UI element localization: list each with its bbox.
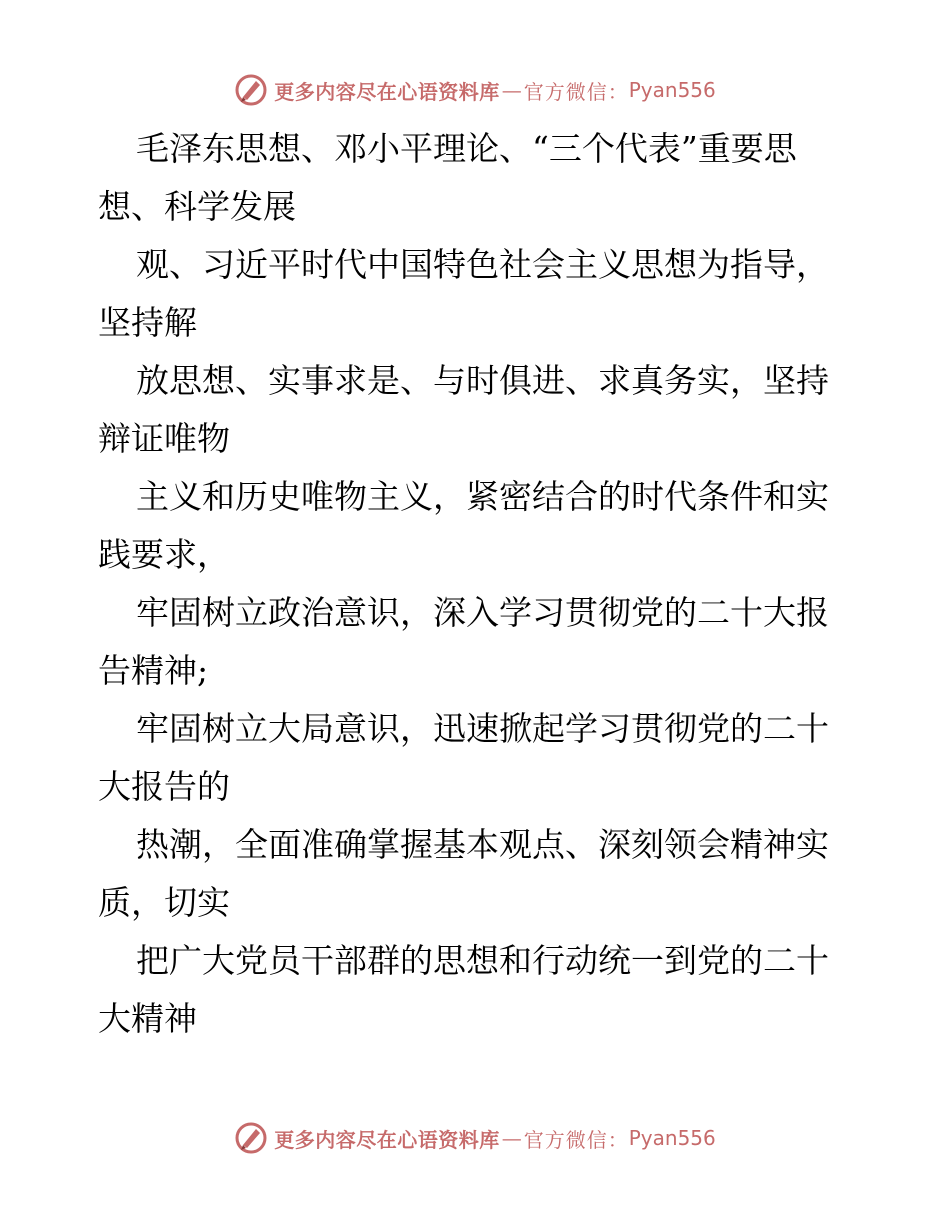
footer-site-text: 更多内容尽在心语资料库: [274, 1127, 500, 1152]
body-line: 把广大党员干部群的思想和行动统一到党的二十: [136, 941, 829, 980]
body-line: 放思想、实事求是、与时俱进、求真务实，坚持: [136, 361, 829, 400]
footer-wechat-id: Pyan556: [628, 1126, 716, 1150]
body-line: 大报告的: [98, 767, 230, 806]
quill-logo-icon: [234, 1121, 268, 1155]
body-line: 热潮，全面准确掌握基本观点、深刻领会精神实: [136, 825, 829, 864]
document-body: [98, 120, 858, 1048]
body-line: 质，切实: [98, 883, 230, 922]
body-line: 主义和历史唯物主义，紧密结合的时代条件和实: [136, 477, 829, 516]
body-line: 想、科学发展: [98, 187, 296, 226]
footer-watermark-banner: [0, 1118, 950, 1158]
body-line: 毛泽东思想、邓小平理论、“三个代表”重要思: [136, 129, 797, 168]
header-wechat-label: 官方微信：: [523, 79, 629, 104]
body-line: 观、习近平时代中国特色社会主义思想为指导，: [136, 245, 829, 284]
quill-logo-icon: [234, 73, 268, 107]
header-watermark-banner: [0, 70, 950, 110]
body-line: 践要求，: [98, 535, 230, 574]
body-line: 辩证唯物: [98, 419, 230, 458]
body-line: 坚持解: [98, 303, 197, 342]
header-separator: —: [501, 78, 522, 102]
footer-separator: —: [501, 1126, 522, 1150]
body-line: 牢固树立政治意识，深入学习贯彻党的二十大报: [136, 593, 829, 632]
header-site-text: 更多内容尽在心语资料库: [274, 79, 500, 104]
body-line: 大精神: [98, 999, 197, 1038]
footer-wechat-label: 官方微信：: [523, 1127, 629, 1152]
body-line: 牢固树立大局意识，迅速掀起学习贯彻党的二十: [136, 709, 829, 748]
body-line: 告精神;: [98, 651, 209, 690]
header-wechat-id: Pyan556: [628, 78, 716, 102]
